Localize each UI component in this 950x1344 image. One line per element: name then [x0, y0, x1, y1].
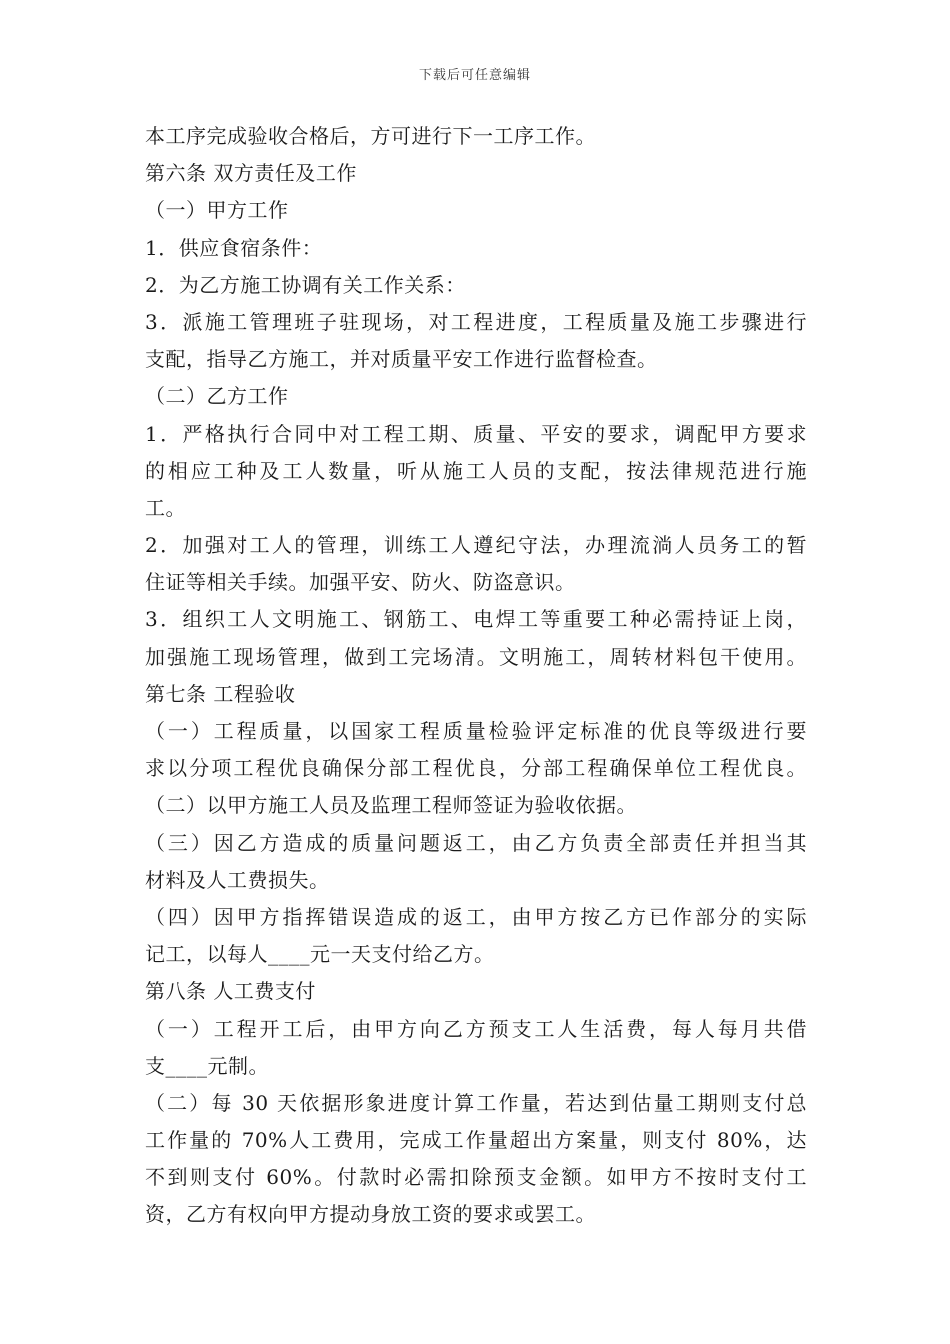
article-heading: 第六条 双方责任及工作 [145, 161, 357, 186]
paragraph-line: 住证等相关手续。加强平安、防火、防盗意识。 [145, 570, 576, 595]
paragraph-line: 加强施工现场管理，做到工完场清。文明施工，周转材料包干使用。 [145, 644, 807, 669]
paragraph-line: 支配，指导乙方施工，并对质量平安工作进行监督检查。 [145, 347, 658, 372]
paragraph-line: 3．组织工人文明施工、钢筋工、电焊工等重要工种必需持证上岗， [145, 607, 807, 632]
paragraph-line: （二）每 30 天依据形象进度计算工作量，若达到估量工期则支付总 [145, 1090, 807, 1115]
paragraph-line: 本工序完成验收合格后，方可进行下一工序工作。 [145, 124, 596, 148]
paragraph-line: 不到则支付 60%。付款时必需扣除预支金额。如甲方不按时支付工 [145, 1165, 807, 1190]
article-heading: 第七条 工程验收 [145, 681, 296, 706]
paragraph-line: （二）以甲方施工人员及监理工程师签证为验收依据。 [145, 793, 637, 818]
paragraph-line: 3．派施工管理班子驻现场，对工程进度，工程质量及施工步骤进行 [145, 309, 807, 334]
article-heading: 第八条 人工费支付 [145, 979, 316, 1004]
paragraph-line: 支____元制。 [145, 1053, 269, 1078]
paragraph-line: 的相应工种及工人数量，听从施工人员的支配，按法律规范进行施 [145, 458, 807, 483]
paragraph-line: 求以分项工程优良确保分部工程优良，分部工程确保单位工程优良。 [145, 756, 807, 781]
paragraph-line: 资，乙方有权向甲方提动身放工资的要求或罢工。 [145, 1202, 596, 1227]
paragraph-line: 记工，以每人____元一天支付给乙方。 [145, 942, 495, 967]
paragraph-line: 工作量的 70%人工费用，完成工作量超出方案量，则支付 80%，达 [145, 1128, 807, 1153]
section-heading: （一）甲方工作 [145, 198, 289, 223]
paragraph-line: （四）因甲方指挥错误造成的返工，由甲方按乙方已作部分的实际 [145, 904, 807, 929]
paragraph-line: （一）工程质量，以国家工程质量检验评定标准的优良等级进行要 [145, 719, 807, 743]
paragraph-line: 2．为乙方施工协调有关工作关系： [145, 272, 466, 297]
paragraph-line: （一）工程开工后，由甲方向乙方预支工人生活费，每人每月共借 [145, 1016, 807, 1041]
section-heading: （二）乙方工作 [145, 384, 289, 409]
paragraph-line: 2．加强对工人的管理，训练工人遵纪守法，办理流淌人员务工的暂 [145, 533, 807, 558]
paragraph-line: 1．严格执行合同中对工程工期、质量、平安的要求，调配甲方要求 [145, 421, 807, 446]
page-header: 下载后可任意编辑 [418, 68, 531, 83]
paragraph-line: 材料及人工费损失。 [145, 867, 330, 892]
document-body [145, 118, 807, 1234]
paragraph-line: 工。 [145, 495, 186, 520]
paragraph-line: 1．供应食宿条件： [145, 235, 323, 260]
paragraph-line: （三）因乙方造成的质量问题返工，由乙方负责全部责任并担当其 [145, 830, 807, 855]
